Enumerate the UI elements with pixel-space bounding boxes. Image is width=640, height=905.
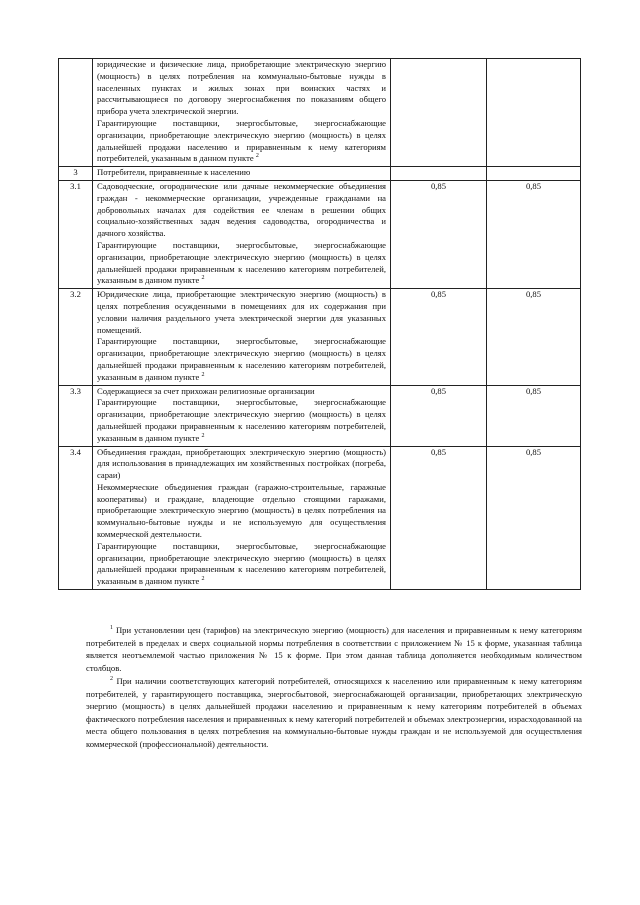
- value-column-2: 0,85: [487, 385, 581, 446]
- table-row: [59, 446, 581, 590]
- description-paragraph: [97, 447, 386, 482]
- footnote-2-text: При наличии соответствующих категорий потребителей, относящихся к населению или приравненным к нему категориям потребителей, у гарантирующего поставщика, энергосбытовой, энергоснабжающей организации, приобретающих электрическую энергию (мощность) в целях дальнейшей продажи населению и приравненным к нему категориям потребителей в объемах фактического потребления населения и приравненных к нему категорий потребителей и объемах электроэнергии, израсходованной на места общего пользования в целях потребления на коммунально-бытовые нужды граждан и не используемой для осуществления коммерческой (профессиональной) деятельности.: [86, 676, 582, 749]
- footnote-ref: 2: [201, 432, 205, 439]
- table-row: [59, 59, 581, 167]
- footnote-1-text: При установлении цен (тарифов) на электрическую энергию (мощность) для населения и приравненным к нему категориям потребителей в пределах и сверх социальной нормы потребления в соответствии с приложением № 15 к форме, указанная таблица является неотъемлемой частью приложения № 15 к форме. При этом данная таблица дополняется необходимым количеством столбцов.: [86, 625, 582, 673]
- value-column-2: [487, 59, 581, 167]
- row-number: 3: [59, 167, 93, 181]
- footnote-1-mark: 1: [110, 625, 113, 632]
- value-column-1: 0,85: [391, 446, 487, 590]
- row-description: [93, 167, 391, 181]
- paragraph-text: Некоммерческие объединения граждан (гаражно-строительные, гаражные кооперативы) и граждане, владеющие отдельно стоящими гаражами, приобретающие электрическую энергию (мощность) в целях потребления на коммунально-бытовые нужды и не используемую для осуществления коммерческой деятельности.: [97, 481, 386, 540]
- paragraph-text: Садоводческие, огороднические или дачные некоммерческие объединения граждан - некоммерческие организации, учрежденные гражданами на добровольных началах для содействия ее членам в решении общих социально-хозяйственных задач ведения садоводства, огородничества и дачного хозяйства.: [97, 180, 386, 239]
- description-paragraph: [97, 336, 386, 383]
- footnote-ref: 2: [201, 371, 205, 378]
- paragraph-text: Гарантирующие поставщики, энергосбытовые, энергоснабжающие организации, приобретающие электрическую энергию (мощность) в целях дальнейшей продажи приравненным к населению категориям потребителей, указанным в данном пункте: [97, 239, 386, 286]
- value-column-2: [487, 167, 581, 181]
- footnote-ref: 2: [255, 153, 259, 160]
- paragraph-text: Гарантирующие поставщики, энергосбытовые, энергоснабжающие организации, приобретающие электрическую энергию (мощность) в целях дальнейшей продажи приравненным к населению категориям потребителей, указанным в данном пункте: [97, 540, 386, 587]
- row-description: [93, 289, 391, 385]
- paragraph-text: Гарантирующие поставщики, энергосбытовые, энергоснабжающие организации, приобретающие электрическую энергию (мощность) в целях дальнейшей продажи населению и приравненным к нему категориям потребителей, указанным в данном пункте: [97, 117, 386, 164]
- value-column-1: 0,85: [391, 385, 487, 446]
- paragraph-text: Объединения граждан, приобретающих электрическую энергию (мощность) для использования в принадлежащих им хозяйственных постройках (погреба, сараи): [97, 446, 386, 481]
- table-row: [59, 385, 581, 446]
- description-paragraph: [97, 482, 386, 541]
- description-paragraph: [97, 386, 386, 398]
- description-paragraph: [97, 118, 386, 165]
- value-column-1: 0,85: [391, 180, 487, 288]
- value-column-1: [391, 167, 487, 181]
- description-paragraph: [97, 240, 386, 287]
- description-paragraph: [97, 59, 386, 118]
- tariff-table: [58, 58, 581, 590]
- value-column-2: 0,85: [487, 289, 581, 385]
- footnote-ref: 2: [201, 576, 205, 583]
- description-paragraph: [97, 397, 386, 444]
- description-paragraph: [97, 167, 386, 179]
- description-paragraph: [97, 181, 386, 240]
- paragraph-text: Гарантирующие поставщики, энергосбытовые, энергоснабжающие организации, приобретающие электрическую энергию (мощность) в целях дальнейшей продажи приравненным к населению категориям потребителей, указанным в данном пункте: [97, 397, 386, 443]
- paragraph-text: Содержащиеся за счет прихожан религиозные организации: [97, 385, 315, 396]
- value-column-2: 0,85: [487, 180, 581, 288]
- row-description: [93, 180, 391, 288]
- value-column-1: [391, 59, 487, 167]
- paragraph-text: Юридические лица, приобретающие электрическую энергию (мощность) в целях потребления осужденными в помещениях для их содержания при условии наличия раздельного учета электрической энергии для указанных помещений.: [97, 289, 386, 335]
- row-number: [59, 59, 93, 167]
- row-number: 3.3: [59, 385, 93, 446]
- footnote-2: [86, 675, 582, 751]
- footnote-1: [86, 624, 582, 674]
- value-column-2: 0,85: [487, 446, 581, 590]
- row-description: [93, 59, 391, 167]
- footnote-2-mark: 2: [110, 676, 113, 683]
- footnote-ref: 2: [201, 275, 205, 282]
- row-number: 3.2: [59, 289, 93, 385]
- row-number: 3.1: [59, 180, 93, 288]
- row-number: 3.4: [59, 446, 93, 590]
- description-paragraph: [97, 541, 386, 588]
- paragraph-text: Гарантирующие поставщики, энергосбытовые, энергоснабжающие организации, приобретающие электрическую энергию (мощность) в целях дальнейшей продажи приравненным к населению категориям потребителей, указанным в данном пункте: [97, 336, 386, 382]
- value-column-1: 0,85: [391, 289, 487, 385]
- row-description: [93, 385, 391, 446]
- table-row: [59, 167, 581, 181]
- table-row: [59, 289, 581, 385]
- paragraph-text: юридические и физические лица, приобретающие электрическую энергию (мощность) в целях потребления на коммунально-бытовые нужды в населенных пунктах и жилых зонах при воинских частях и рассчитывающиеся по договору энергоснабжения по показаниям общего прибора учета электрической энергии.: [97, 59, 386, 117]
- description-paragraph: [97, 289, 386, 336]
- tariff-table-body: [59, 59, 581, 590]
- paragraph-text: Потребители, приравненные к населению: [97, 167, 251, 178]
- table-row: [59, 180, 581, 288]
- row-description: [93, 446, 391, 590]
